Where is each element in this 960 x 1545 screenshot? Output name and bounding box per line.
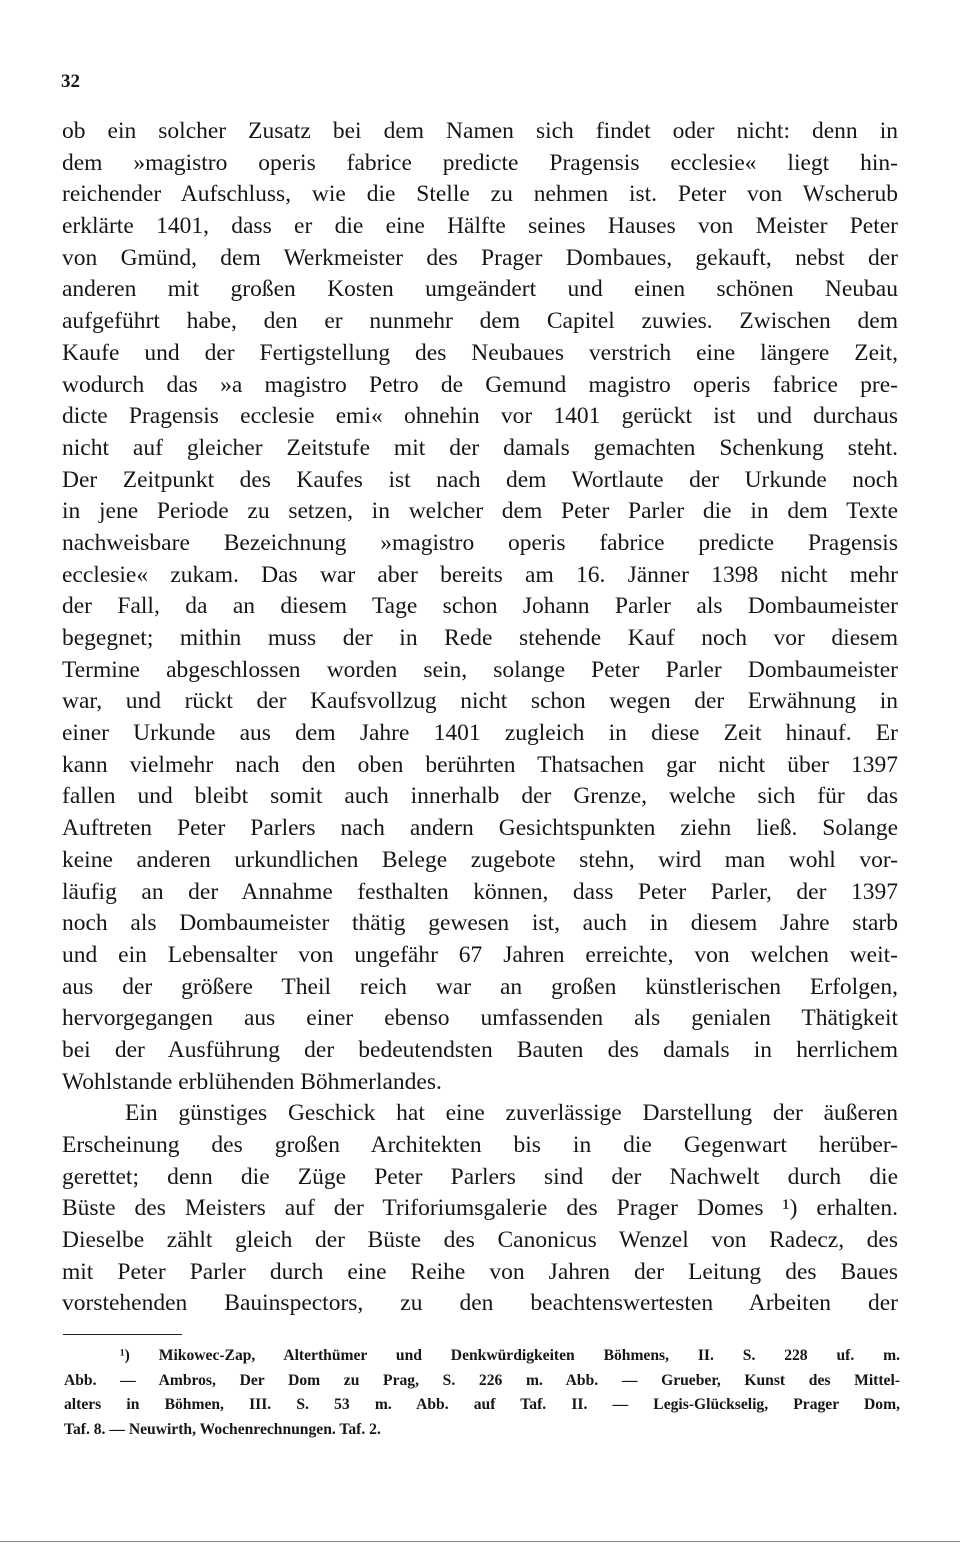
body-line: hervorgegangen aus einer ebenso umfassenden als genialen Thätigkeit — [62, 1005, 898, 1032]
body-line: noch als Dombaumeister thätig gewesen ist, auch in diesem Jahre starb — [62, 910, 898, 937]
body-line: fallen und bleibt somit auch innerhalb der Grenze, welche sich für das — [62, 783, 898, 810]
body-line: nachweisbare Bezeichnung »magistro operis fabrice predicte Pragensis — [62, 529, 898, 556]
page-bottom-edge — [0, 1541, 960, 1542]
body-line: nicht auf gleicher Zeitstufe mit der damals gemachten Schenkung steht. — [62, 434, 898, 461]
page-number: 32 — [61, 71, 80, 92]
body-line: läufig an der Annahme festhalten können, dass Peter Parler, der 1397 — [62, 878, 898, 905]
footnote-line: Abb. — Ambros, Der Dom zu Prag, S. 226 m. Abb. — Grueber, Kunst des Mittel- — [64, 1371, 900, 1389]
body-line: vorstehenden Bauinspectors, zu den beachtenswertesten Arbeiten der — [62, 1290, 898, 1317]
body-line: dicte Pragensis ecclesie emi« ohnehin vor 1401 gerückt ist und durchaus — [62, 403, 898, 430]
footnotes — [64, 1344, 900, 1442]
body-line: von Gmünd, dem Werkmeister des Prager Dombaues, gekauft, nebst der — [62, 244, 898, 271]
body-line: bei der Ausführung der bedeutendsten Bauten des damals in herrlichem — [62, 1036, 898, 1063]
body-line: anderen mit großen Kosten umgeändert und einen schönen Neubau — [62, 276, 898, 303]
body-line: ob ein solcher Zusatz bei dem Namen sich findet oder nicht: denn in — [62, 118, 898, 144]
body-line: Auftreten Peter Parlers nach andern Gesichtspunkten ziehn ließ. Solange — [62, 815, 898, 842]
body-line: gerettet; denn die Züge Peter Parlers sind der Nachwelt durch die — [62, 1163, 898, 1190]
body-line: Kaufe und der Fertigstellung des Neubaues verstrich eine längere Zeit, — [62, 339, 898, 366]
body-line: Der Zeitpunkt des Kaufes ist nach dem Wortlaute der Urkunde noch — [62, 466, 898, 493]
body-line: wodurch das »a magistro Petro de Gemund magistro operis fabrice pre- — [62, 371, 898, 398]
body-line: ecclesie« zukam. Das war aber bereits am 16. Jänner 1398 nicht mehr — [62, 561, 898, 588]
body-line: Termine abgeschlossen worden sein, solange Peter Parler Dombaumeister — [62, 656, 898, 683]
body-line: und ein Lebensalter von ungefähr 67 Jahren erreichte, von welchen weit- — [62, 941, 898, 968]
body-line: der Fall, da an diesem Tage schon Johann Parler als Dombaumeister — [62, 593, 898, 620]
footnote-line: ¹) Mikowec-Zap, Alterthümer und Denkwürdigkeiten Böhmens, II. S. 228 uf. m. — [120, 1347, 900, 1364]
body-line: reichender Aufschluss, wie die Stelle zu nehmen ist. Peter von Wscherub — [62, 181, 898, 208]
body-line: war, und rückt der Kaufsvollzug nicht schon wegen der Erwähnung in — [62, 688, 898, 715]
body-line: Büste des Meisters auf der Triforiumsgalerie des Prager Domes ¹) erhalten. — [62, 1195, 898, 1222]
body-line: Wohlstande erblühenden Böhmerlandes. — [62, 1068, 442, 1095]
footnote-line: alters in Böhmen, III. S. 53 m. Abb. auf Taf. II. — Legis-Glückselig, Prager Dom, — [64, 1396, 900, 1414]
body-line: aufgeführt habe, den er nunmehr dem Capitel zuwies. Zwischen dem — [62, 308, 898, 335]
footnote-divider — [63, 1334, 182, 1335]
body-text — [62, 116, 898, 1320]
body-line: mit Peter Parler durch eine Reihe von Jahren der Leitung des Baues — [62, 1258, 898, 1285]
body-line: kann vielmehr nach den oben berührten Thatsachen gar nicht über 1397 — [62, 751, 898, 778]
body-line: erklärte 1401, dass er die eine Hälfte seines Hauses von Meister Peter — [62, 213, 898, 240]
body-line: Erscheinung des großen Architekten bis in die Gegenwart herüber- — [62, 1132, 898, 1158]
body-line: Ein günstiges Geschick hat eine zuverlässige Darstellung der äußeren — [125, 1100, 898, 1127]
body-line: Dieselbe zählt gleich der Büste des Canonicus Wenzel von Radecz, des — [62, 1227, 898, 1254]
body-line: keine anderen urkundlichen Belege zugebote stehn, wird man wohl vor- — [62, 846, 898, 873]
body-line: in jene Periode zu setzen, in welcher dem Peter Parler die in dem Texte — [62, 498, 898, 525]
body-line: begegnet; mithin muss der in Rede stehende Kauf noch vor diesem — [62, 625, 898, 651]
body-line: aus der größere Theil reich war an großen künstlerischen Erfolgen, — [62, 973, 898, 1000]
body-line: einer Urkunde aus dem Jahre 1401 zugleich in diese Zeit hinauf. Er — [62, 720, 898, 747]
footnote-line: Taf. 8. — Neuwirth, Wochenrechnungen. Taf. 2. — [64, 1420, 381, 1438]
body-line: dem »magistro operis fabrice predicte Pragensis ecclesie« liegt hin- — [62, 149, 898, 176]
